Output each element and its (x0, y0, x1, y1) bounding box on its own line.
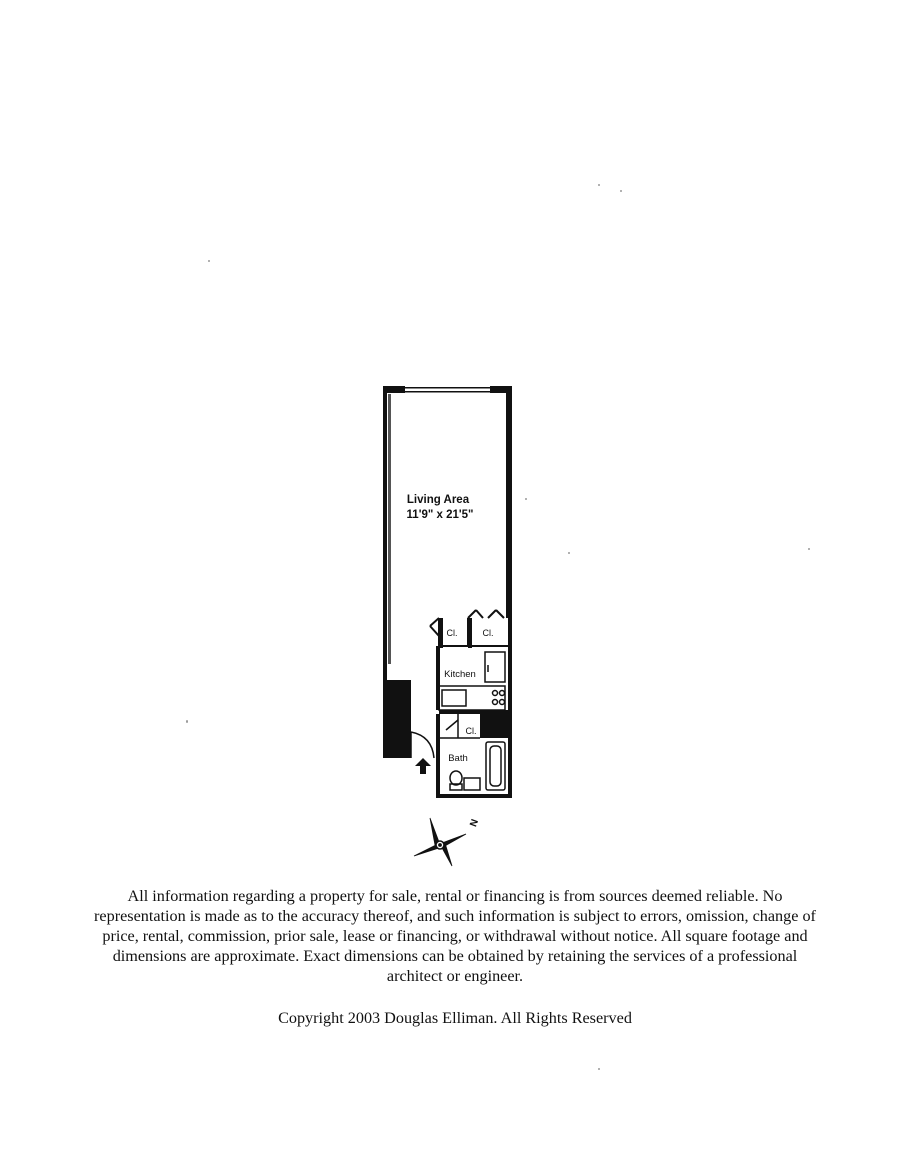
inner-wall-line (388, 394, 391, 664)
kitchen-fixtures (439, 652, 505, 710)
entry-arrow-icon (415, 758, 431, 774)
closet-label: Cl. (446, 628, 458, 638)
kitchen-label: Kitchen (444, 669, 476, 680)
scan-speck (568, 552, 570, 554)
living-area-dimensions: 11'9" x 21'5" (406, 509, 474, 521)
bath-label: Bath (448, 753, 468, 764)
north-compass-icon (408, 812, 488, 874)
scan-speck (208, 260, 210, 262)
kitchen-wall (439, 710, 509, 714)
closet-divider (468, 618, 472, 648)
scan-speck (598, 1068, 600, 1070)
floor-plan (370, 380, 520, 810)
copyright-text: Copyright 2003 Douglas Elliman. All Rights Reserved (278, 1009, 632, 1027)
disclaimer-text: All information regarding a property for sale, rental or financing is from sources deemed reliable. No representation is made as to the accuracy thereof, and such information is subject to errors, omission, change of price, rental, commission, prior sale, lease or financing, or withdrawal without notice. All square footage and dimensions are approximate. Exact dimensions can be obtained by retaining the services of a professional architect or engineer. (94, 887, 816, 985)
scan-speck (525, 498, 527, 500)
closet-divider (439, 618, 443, 648)
bath-closet-fill (480, 714, 508, 738)
scan-speck (808, 548, 810, 550)
closet-label: Cl. (465, 726, 477, 736)
entry-door (411, 732, 434, 758)
compass-north-label: N (468, 817, 482, 829)
living-area-label: Living Area (406, 494, 470, 506)
kitchen-wall (436, 646, 440, 710)
bath-wall (436, 714, 440, 798)
scan-speck (598, 184, 600, 186)
closet-label: Cl. (482, 628, 494, 638)
scan-speck (620, 190, 622, 192)
scan-speck (186, 720, 188, 723)
